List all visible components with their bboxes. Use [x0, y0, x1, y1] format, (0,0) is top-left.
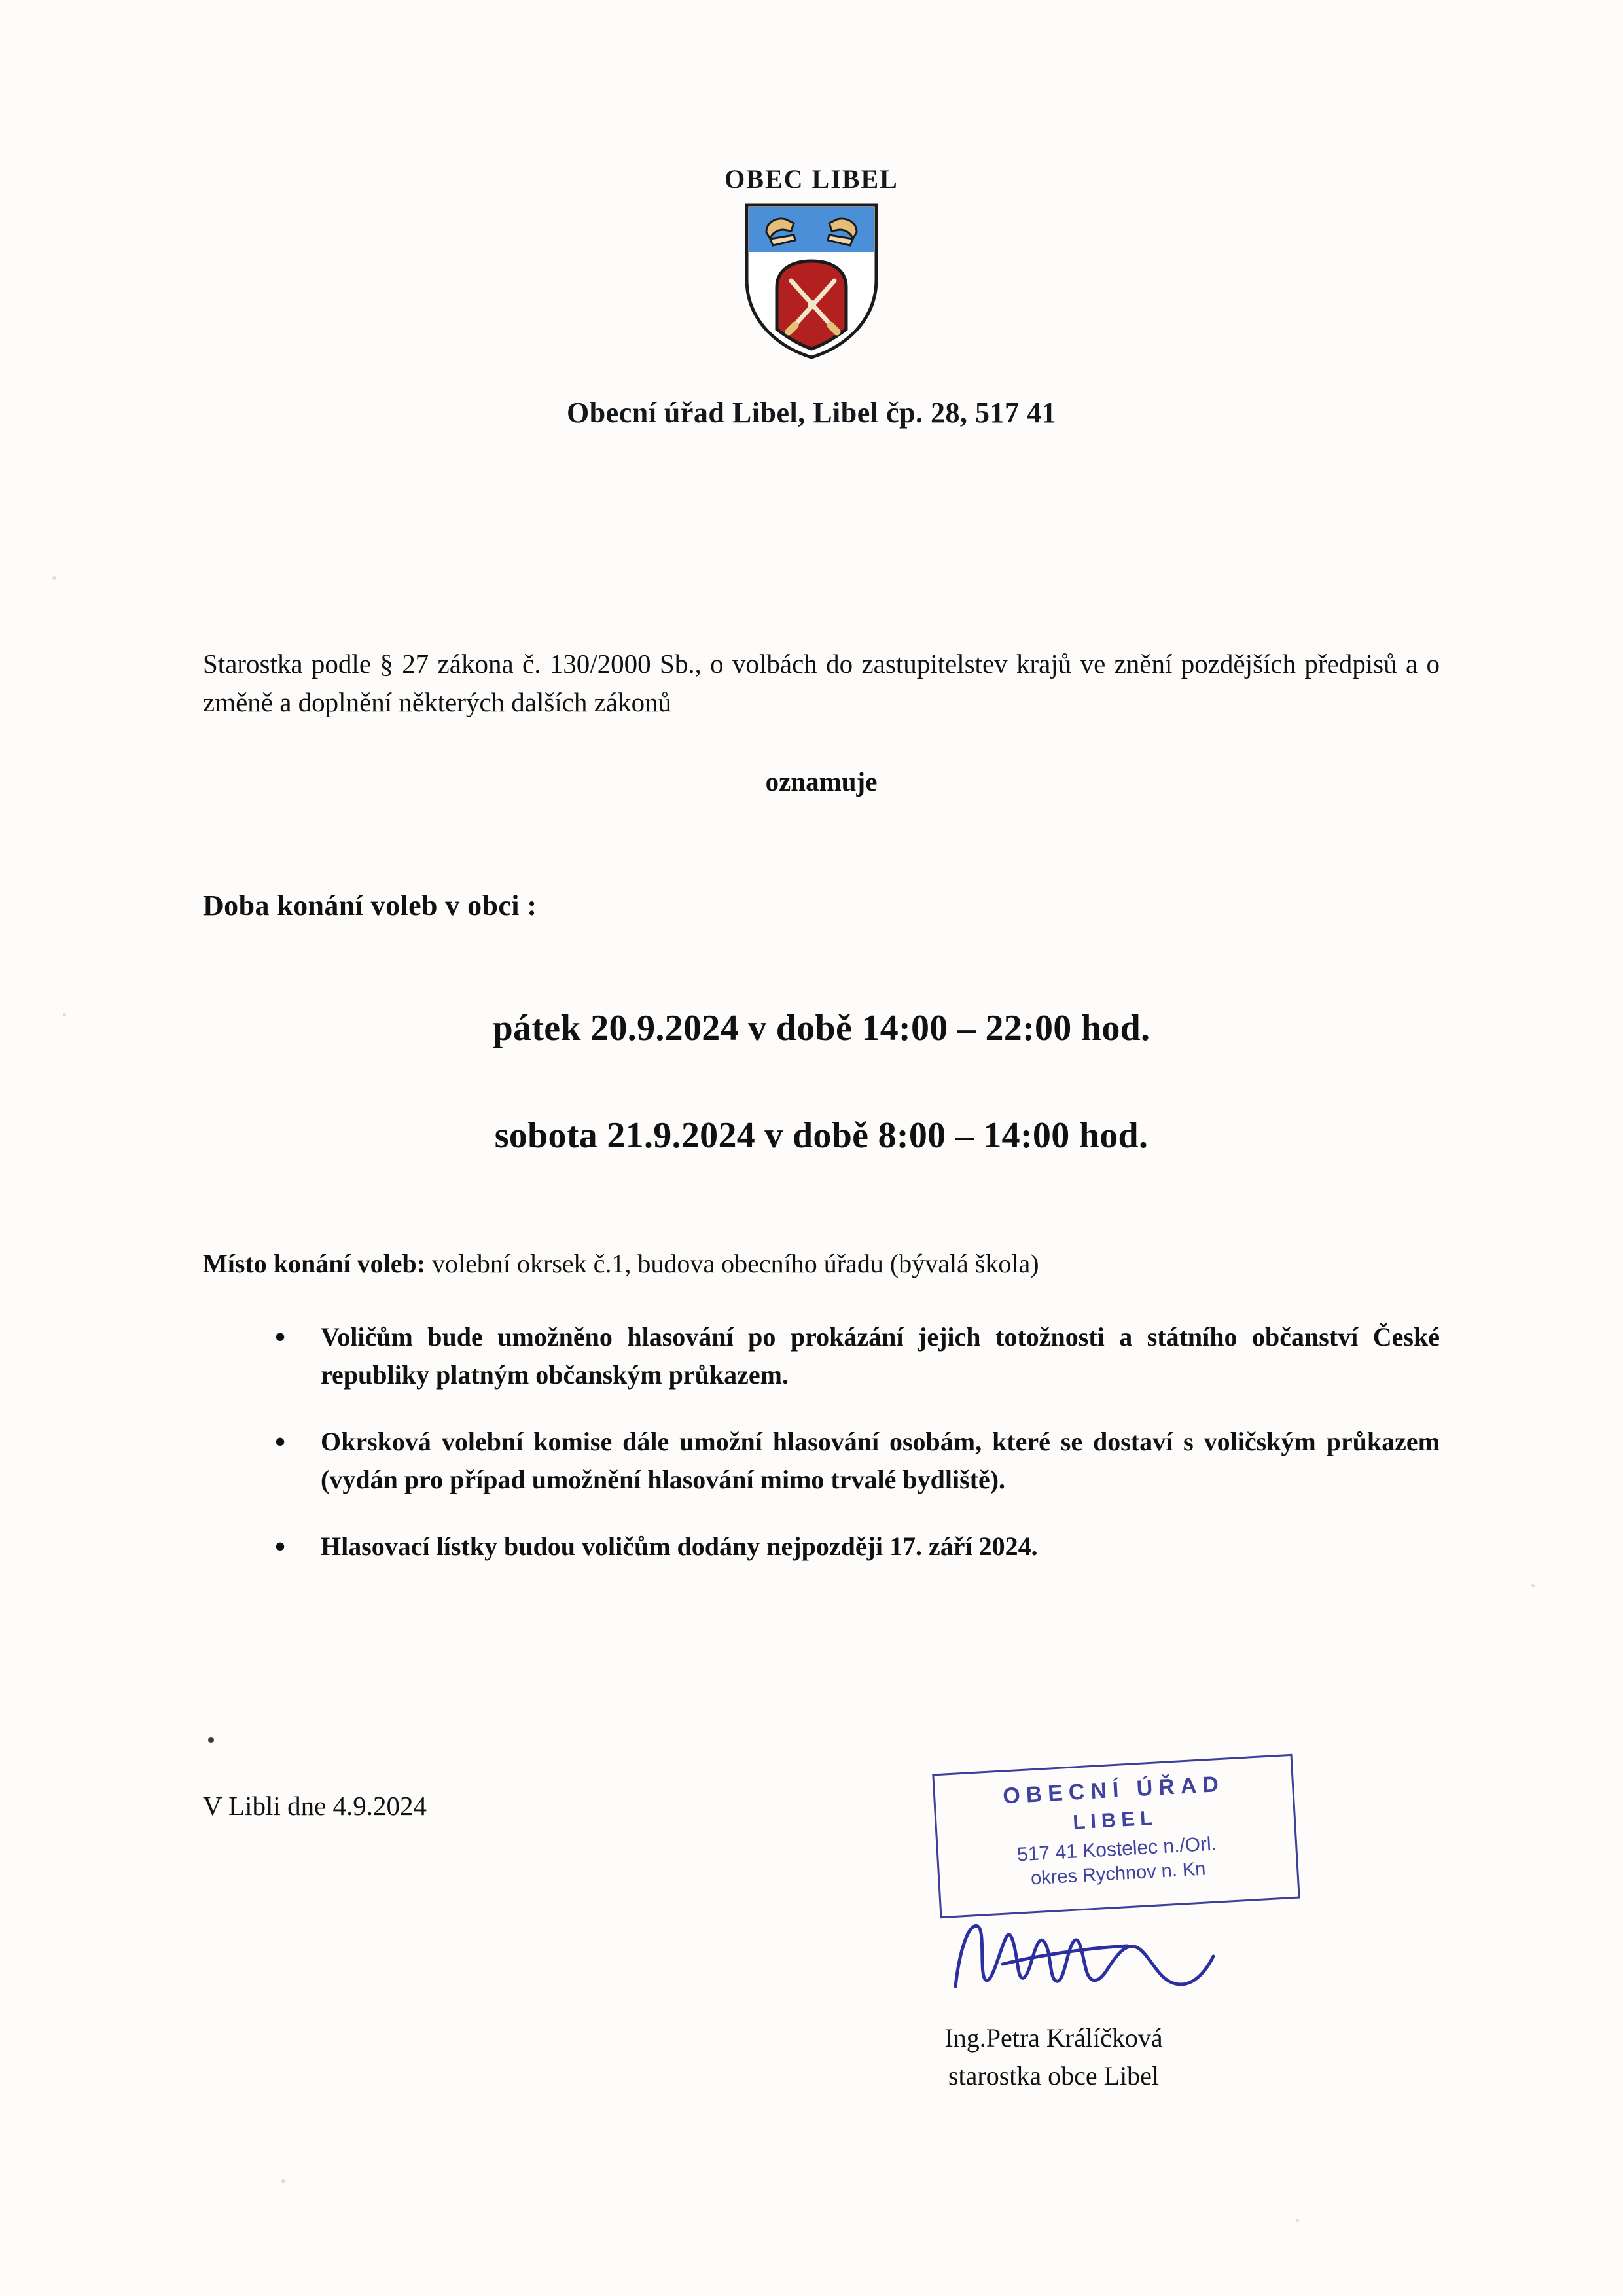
list-item: • Okrsková volební komise dále umožní hlasování osobám, které se dostaví s voličským průkazem (vydán pro případ umožnění hlasování mimo trvalé bydliště). — [275, 1423, 1440, 1499]
signatory-role: starostka obce Libel — [948, 2061, 1160, 2090]
document-body — [203, 645, 1440, 1594]
list-item: • Voličům bude umožněno hlasování po prokázání jejich totožnosti a státního občanství České republiky platným občanským průkazem. — [275, 1318, 1440, 1394]
election-time-saturday: sobota 21.9.2024 v době 8:00 – 14:00 hod. — [494, 1115, 1149, 1156]
announce-word: oznamuje — [765, 766, 878, 797]
election-place-value: volební okrsek č.1, budova obecního úřadu (bývalá škola) — [432, 1248, 1039, 1278]
election-time-friday: pátek 20.9.2024 v době 14:00 – 22:00 hod. — [492, 1007, 1150, 1049]
instructions-list — [203, 1318, 1440, 1566]
document-header — [0, 164, 1623, 429]
signatory-name: Ing.Petra Králíčková — [944, 2023, 1163, 2053]
scan-speck — [52, 576, 56, 580]
signatory-block — [792, 2019, 1315, 2095]
stamp-line-4: okres Rychnov n. Kn — [1030, 1858, 1207, 1890]
official-stamp — [932, 1754, 1300, 1918]
stamp-line-2: LIBEL — [1072, 1806, 1158, 1834]
municipal-coat-of-arms-icon — [743, 201, 880, 361]
section-title-election-time: Doba konání voleb v obci : — [203, 889, 537, 922]
stamp-line-1: OBECNÍ ÚŘAD — [1002, 1771, 1225, 1809]
legal-intro-paragraph: Starostka podle § 27 zákona č. 130/2000 Sb., o volbách do zastupitelstev krajů ve znění pozdějších předpisů a o změně a doplnění některých dalších zákonů — [203, 649, 1440, 718]
election-times-block — [203, 1007, 1440, 1157]
crest-title: OBEC LIBEL — [724, 164, 899, 194]
office-address-line: Obecní úřad Libel, Libel čp. 28, 517 41 — [566, 397, 1056, 429]
stray-ink-dot — [208, 1737, 214, 1743]
scan-speck — [1531, 1584, 1535, 1587]
document-footer — [203, 1771, 1440, 2130]
scan-speck — [63, 1013, 66, 1016]
election-place-line — [203, 1248, 1440, 1279]
stamp-line-3: 517 41 Kostelec n./Orl. — [1016, 1833, 1217, 1866]
list-item: • Hlasovací lístky budou voličům dodány nejpozději 17. září 2024. — [275, 1528, 1440, 1566]
place-and-date-line: V Libli dne 4.9.2024 — [203, 1791, 427, 1821]
scan-speck — [1296, 2219, 1299, 2222]
scan-speck — [281, 2179, 285, 2183]
election-place-label: Místo konání voleb: — [203, 1248, 426, 1278]
